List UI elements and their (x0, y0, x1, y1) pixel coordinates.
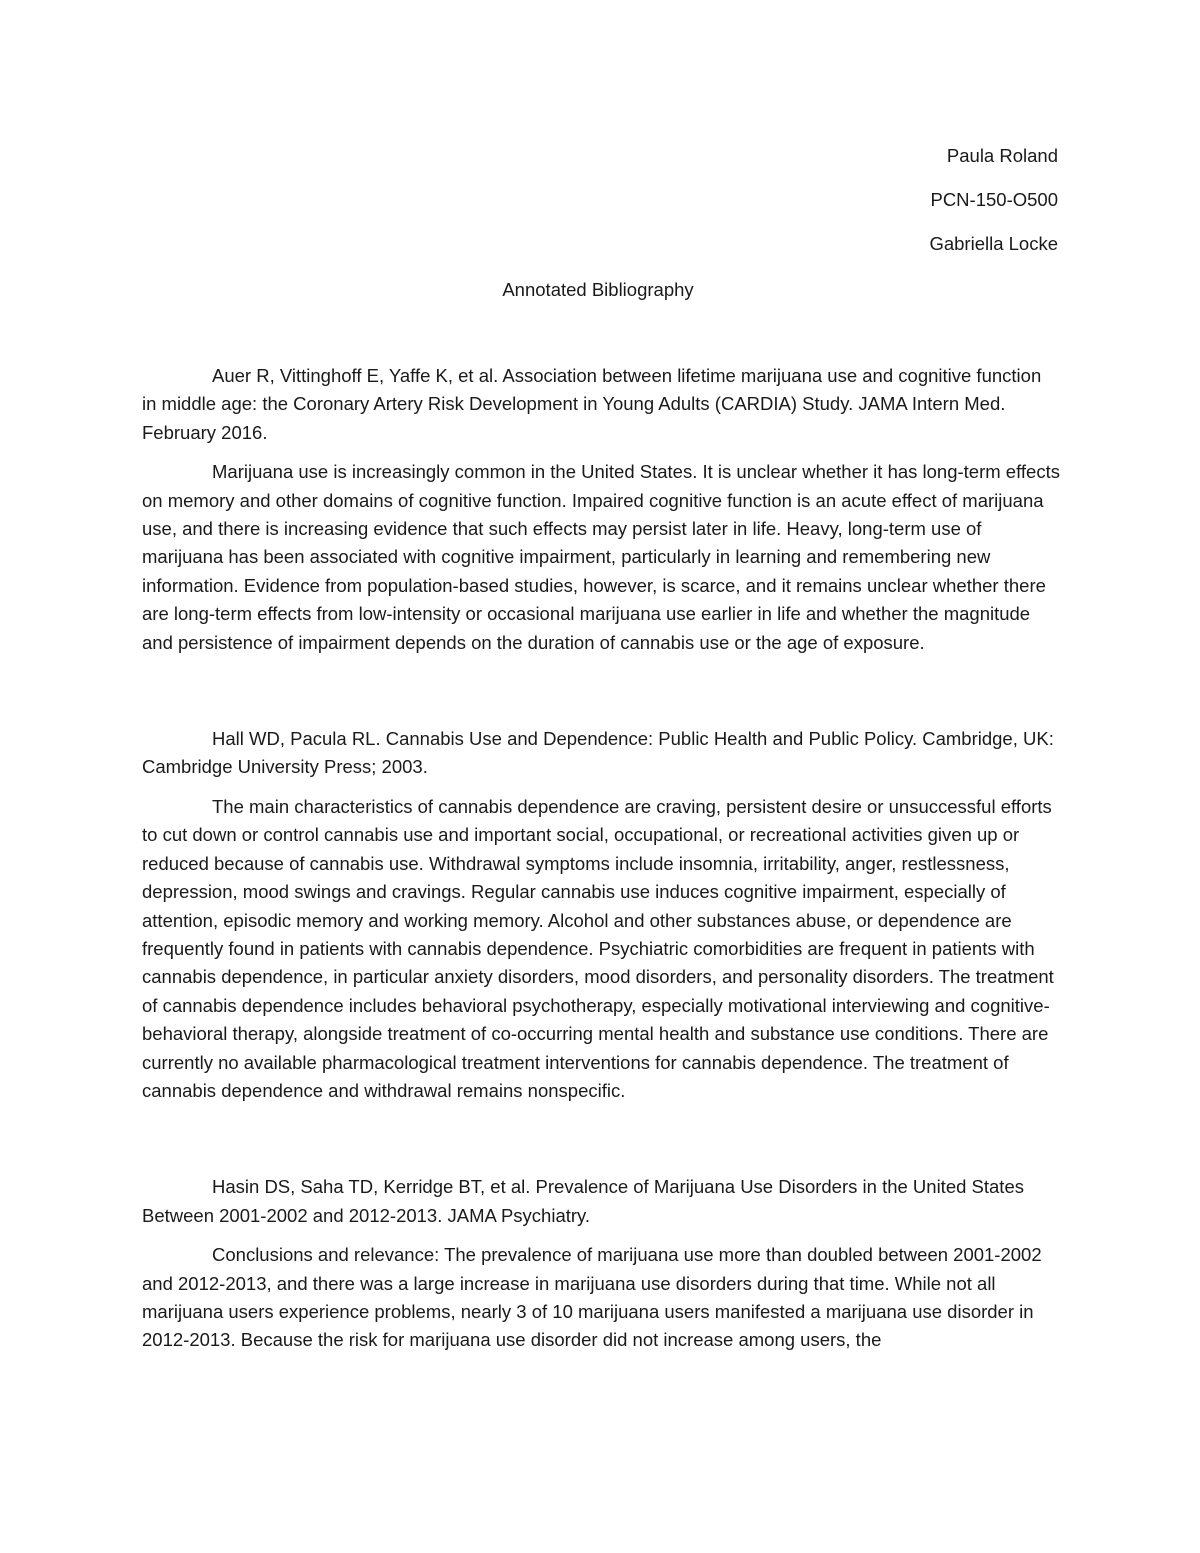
entry-citation: Hasin DS, Saha TD, Kerridge BT, et al. Prevalence of Marijuana Use Disorders in the United States Between 2001-2002 and 2012-2013. JAMA Psychiatry. (142, 1176, 1024, 1226)
header-block (658, 143, 1058, 275)
entry-annotation: Marijuana use is increasingly common in the United States. It is unclear whether it has long-term effects on memory and other domains of cognitive function. Impaired cognitive function is an acute effect of marijuana use, and there is increasing evidence that such effects may persist later in life. Heavy, long-term use of marijuana has been associated with cognitive impairment, particularly in learning and remembering new information. Evidence from population-based studies, however, is scarce, and it remains unclear whether there are long-term effects from low-intensity or occasional marijuana use earlier in life and whether the magnitude and persistence of impairment depends on the duration of cannabis use or the age of exposure. (142, 461, 1060, 653)
entry-annotation: The main characteristics of cannabis dependence are craving, persistent desire or unsuccessful efforts to cut down or control cannabis use and important social, occupational, or recreational activities given up or reduced because of cannabis use. Withdrawal symptoms include insomnia, irritability, anger, restlessness, depression, mood swings and cravings. Regular cannabis use induces cognitive impairment, especially of attention, episodic memory and working memory. Alcohol and other substances abuse, or dependence are frequently found in patients with cannabis dependence. Psychiatric comorbidities are frequent in patients with cannabis dependence, in particular anxiety disorders, mood disorders, and personality disorders. The treatment of cannabis dependence includes behavioral psychotherapy, especially motivational interviewing and cognitive-behavioral therapy, alongside treatment of co-occurring mental health and substance use conditions. There are currently no available pharmacological treatment interventions for cannabis dependence. The treatment of cannabis dependence and withdrawal remains nonspecific. (142, 795, 1054, 1101)
entry-spacer (142, 1105, 1060, 1173)
entry-spacer (142, 657, 1060, 725)
entry-citation: Auer R, Vittinghoff E, Yaffe K, et al. Association between lifetime marijuana use and cognitive function in middle age: the Coronary Artery Risk Development in Young Adults (CARDIA) Study. JAMA Intern Med. February 2016. (142, 365, 1042, 443)
bibliography-entry (142, 725, 1060, 1105)
instructor-name: Gabriella Locke (929, 233, 1058, 254)
author-name: Paula Roland (946, 145, 1058, 166)
entry-annotation: Conclusions and relevance: The prevalence of marijuana use more than doubled between 2001-2002 and 2012-2013, and there was a large increase in marijuana use disorders during that time. While not all marijuana users experience problems, nearly 3 of 10 marijuana users manifested a marijuana use disorder in 2012-2013. Because the risk for marijuana use disorder did not increase among users, the (142, 1244, 1042, 1351)
bibliography-entries (142, 362, 1060, 1355)
bibliography-entry (142, 362, 1060, 657)
entry-citation: Hall WD, Pacula RL. Cannabis Use and Dependence: Public Health and Public Policy. Cambridge, UK: Cambridge University Press; 2003. (142, 728, 1054, 778)
document-title: Annotated Bibliography (502, 279, 694, 300)
bibliography-entry (142, 1173, 1060, 1354)
course-code: PCN-150-O500 (930, 189, 1058, 210)
